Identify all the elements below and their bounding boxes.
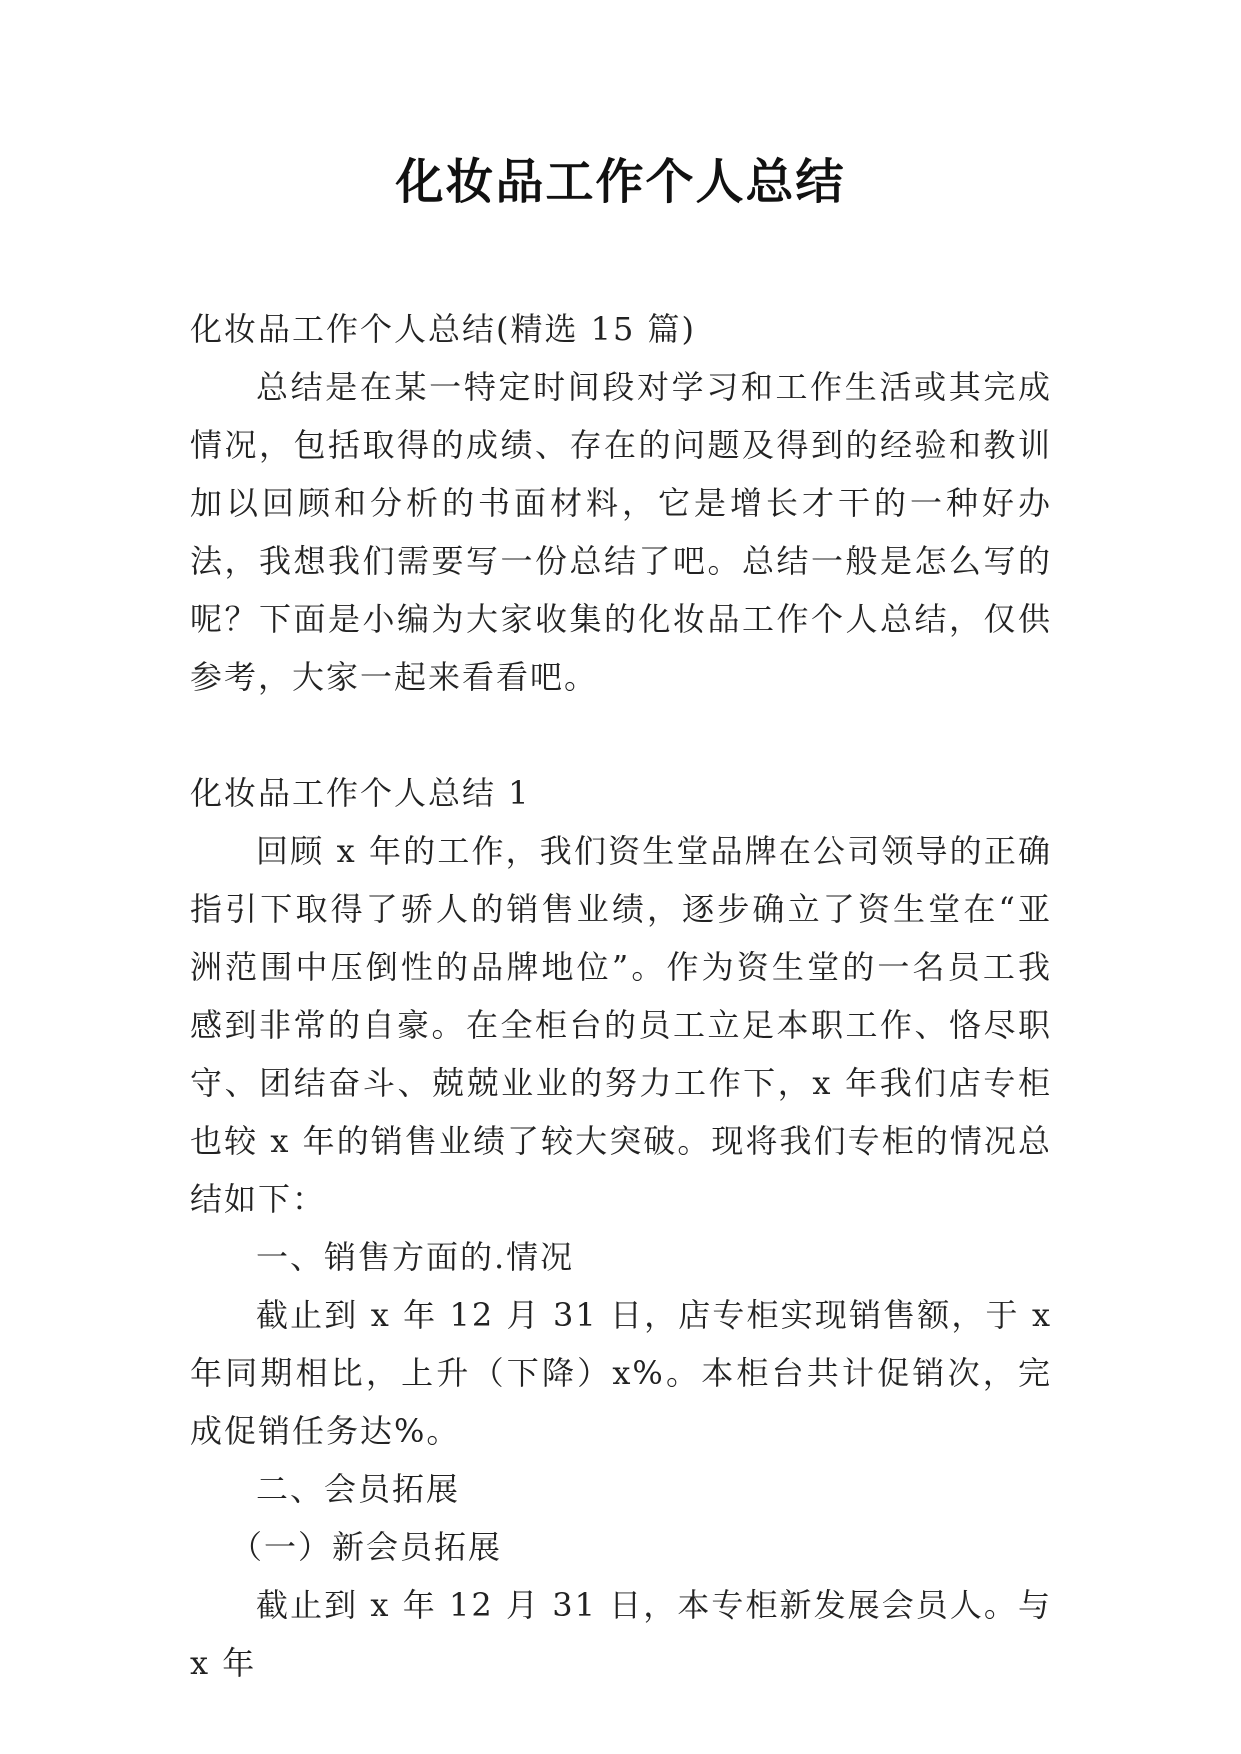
- sales-paragraph: 截止到 x 年 12 月 31 日，店专柜实现销售额，于 x 年同期相比，上升（下降）x%。本柜台共计促销次，完成促销任务达%。: [190, 1296, 1052, 1450]
- document-title: 化妆品工作个人总结: [395, 154, 846, 210]
- section-heading: 化妆品工作个人总结 1: [190, 774, 531, 812]
- member-heading: 二、会员拓展: [256, 1470, 461, 1508]
- intro-paragraph: 总结是在某一特定时间段对学习和工作生活或其完成情况，包括取得的成绩、存在的问题及得到的经验和教训加以回顾和分析的书面材料，它是增长才干的一种好办法，我想我们需要写一份总结了吧。总结一般是怎么写的呢？下面是小编为大家收集的化妆品工作个人总结，仅供参考，大家一起来看看吧。: [190, 368, 1052, 696]
- section-paragraph: 回顾 x 年的工作，我们资生堂品牌在公司领导的正确指引下取得了骄人的销售业绩，逐步确立了资生堂在“亚洲范围中压倒性的品牌地位”。作为资生堂的一名员工我感到非常的自豪。在全柜台的员工立足本职工作、恪尽职守、团结奋斗、兢兢业业的努力工作下，x 年我们店专柜也较 x 年的销售业绩了较大突破。现将我们专柜的情况总结如下：: [190, 832, 1052, 1218]
- paragraph-gap: [190, 706, 1052, 764]
- new-member-heading: （一）新会员拓展: [230, 1528, 503, 1566]
- document-subtitle: 化妆品工作个人总结(精选 15 篇): [190, 310, 697, 348]
- new-member-paragraph: 截止到 x 年 12 月 31 日，本专柜新发展会员人。与 x 年: [190, 1586, 1052, 1682]
- sales-heading: 一、销售方面的.情况: [256, 1238, 575, 1276]
- document-body: [190, 300, 1052, 1692]
